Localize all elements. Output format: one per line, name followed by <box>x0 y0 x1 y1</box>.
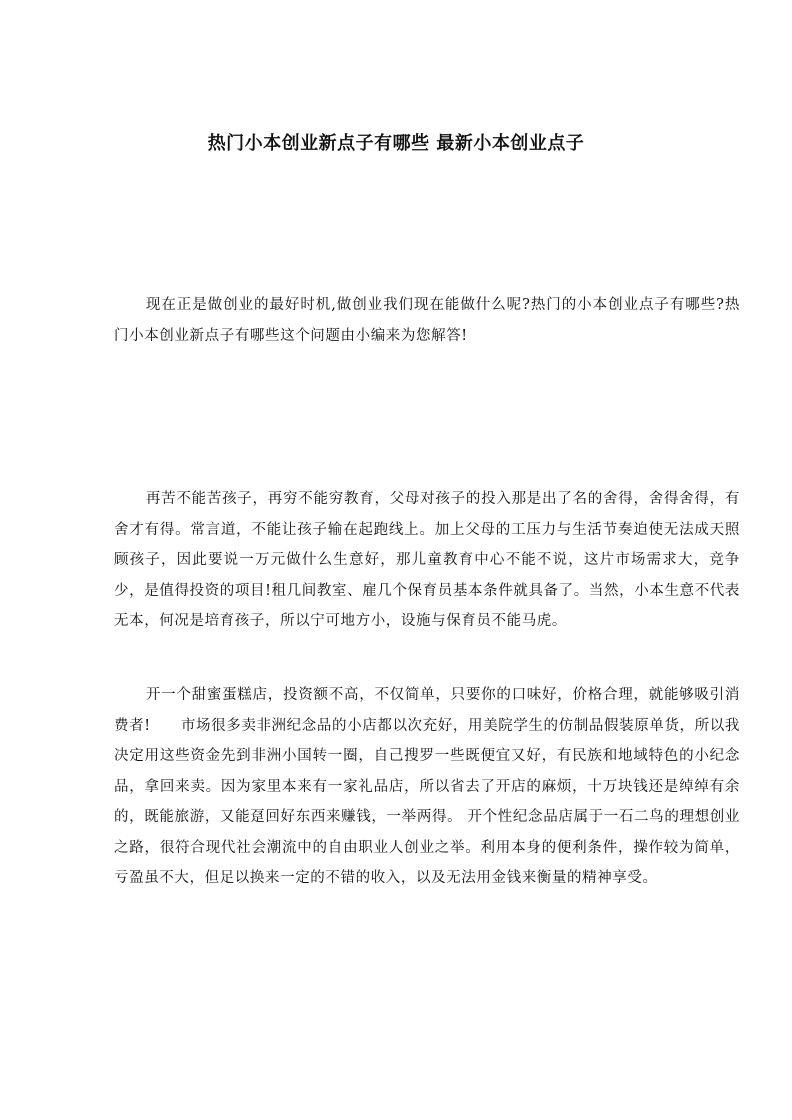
intro-paragraph: 现在正是做创业的最好时机,做创业我们现在能做什么呢?热门的小本创业点子有哪些?热门小本创业新点子有哪些这个问题由小编来为您解答! <box>114 297 740 344</box>
cake-shop-paragraph: 开一个甜蜜蛋糕店，投资额不高，不仅简单，只要你的口味好，价格合理，就能够吸引消费者! 市场很多卖非洲纪念品的小店都以次充好，用美院学生的仿制品假装原单货，所以我决定用这些资金先到非洲小国转一圈，自己搜罗一些既便宜又好，有民族和地域特色的小纪念品，拿回来卖。因为家里本来有一家礼品店，所以省去了开店的麻烦，十万块钱还是绰绰有余的，既能旅游，又能趸回好东西来赚钱，一举两得。 开个性纪念品店属于一石二鸟的理想创业之路，很符合现代社会潮流中的自由职业人创业之举。利用本身的便利条件，操作较为简单，亏盈虽不大，但足以换来一定的不错的收入，以及无法用金钱来衡量的精神享受。 <box>114 687 740 886</box>
education-paragraph: 再苦不能苦孩子，再穷不能穷教育，父母对孩子的投入那是出了名的舍得，舍得舍得，有舍才有得。常言道，不能让孩子输在起跑线上。加上父母的工压力与生活节奏迫使无法成天照顾孩子，因此要说一万元做什么生意好，那儿童教育中心不能不说，这片市场需求大，竞争少，是值得投资的项目!租几间教室、雇几个保育员基本条件就具备了。当然，小本生意不代表无本，何况是培育孩子，所以宁可地方小，设施与保育员不能马虎。 <box>114 491 740 629</box>
document-title: 热门小本创业新点子有哪些 最新小本创业点子 <box>207 133 585 154</box>
